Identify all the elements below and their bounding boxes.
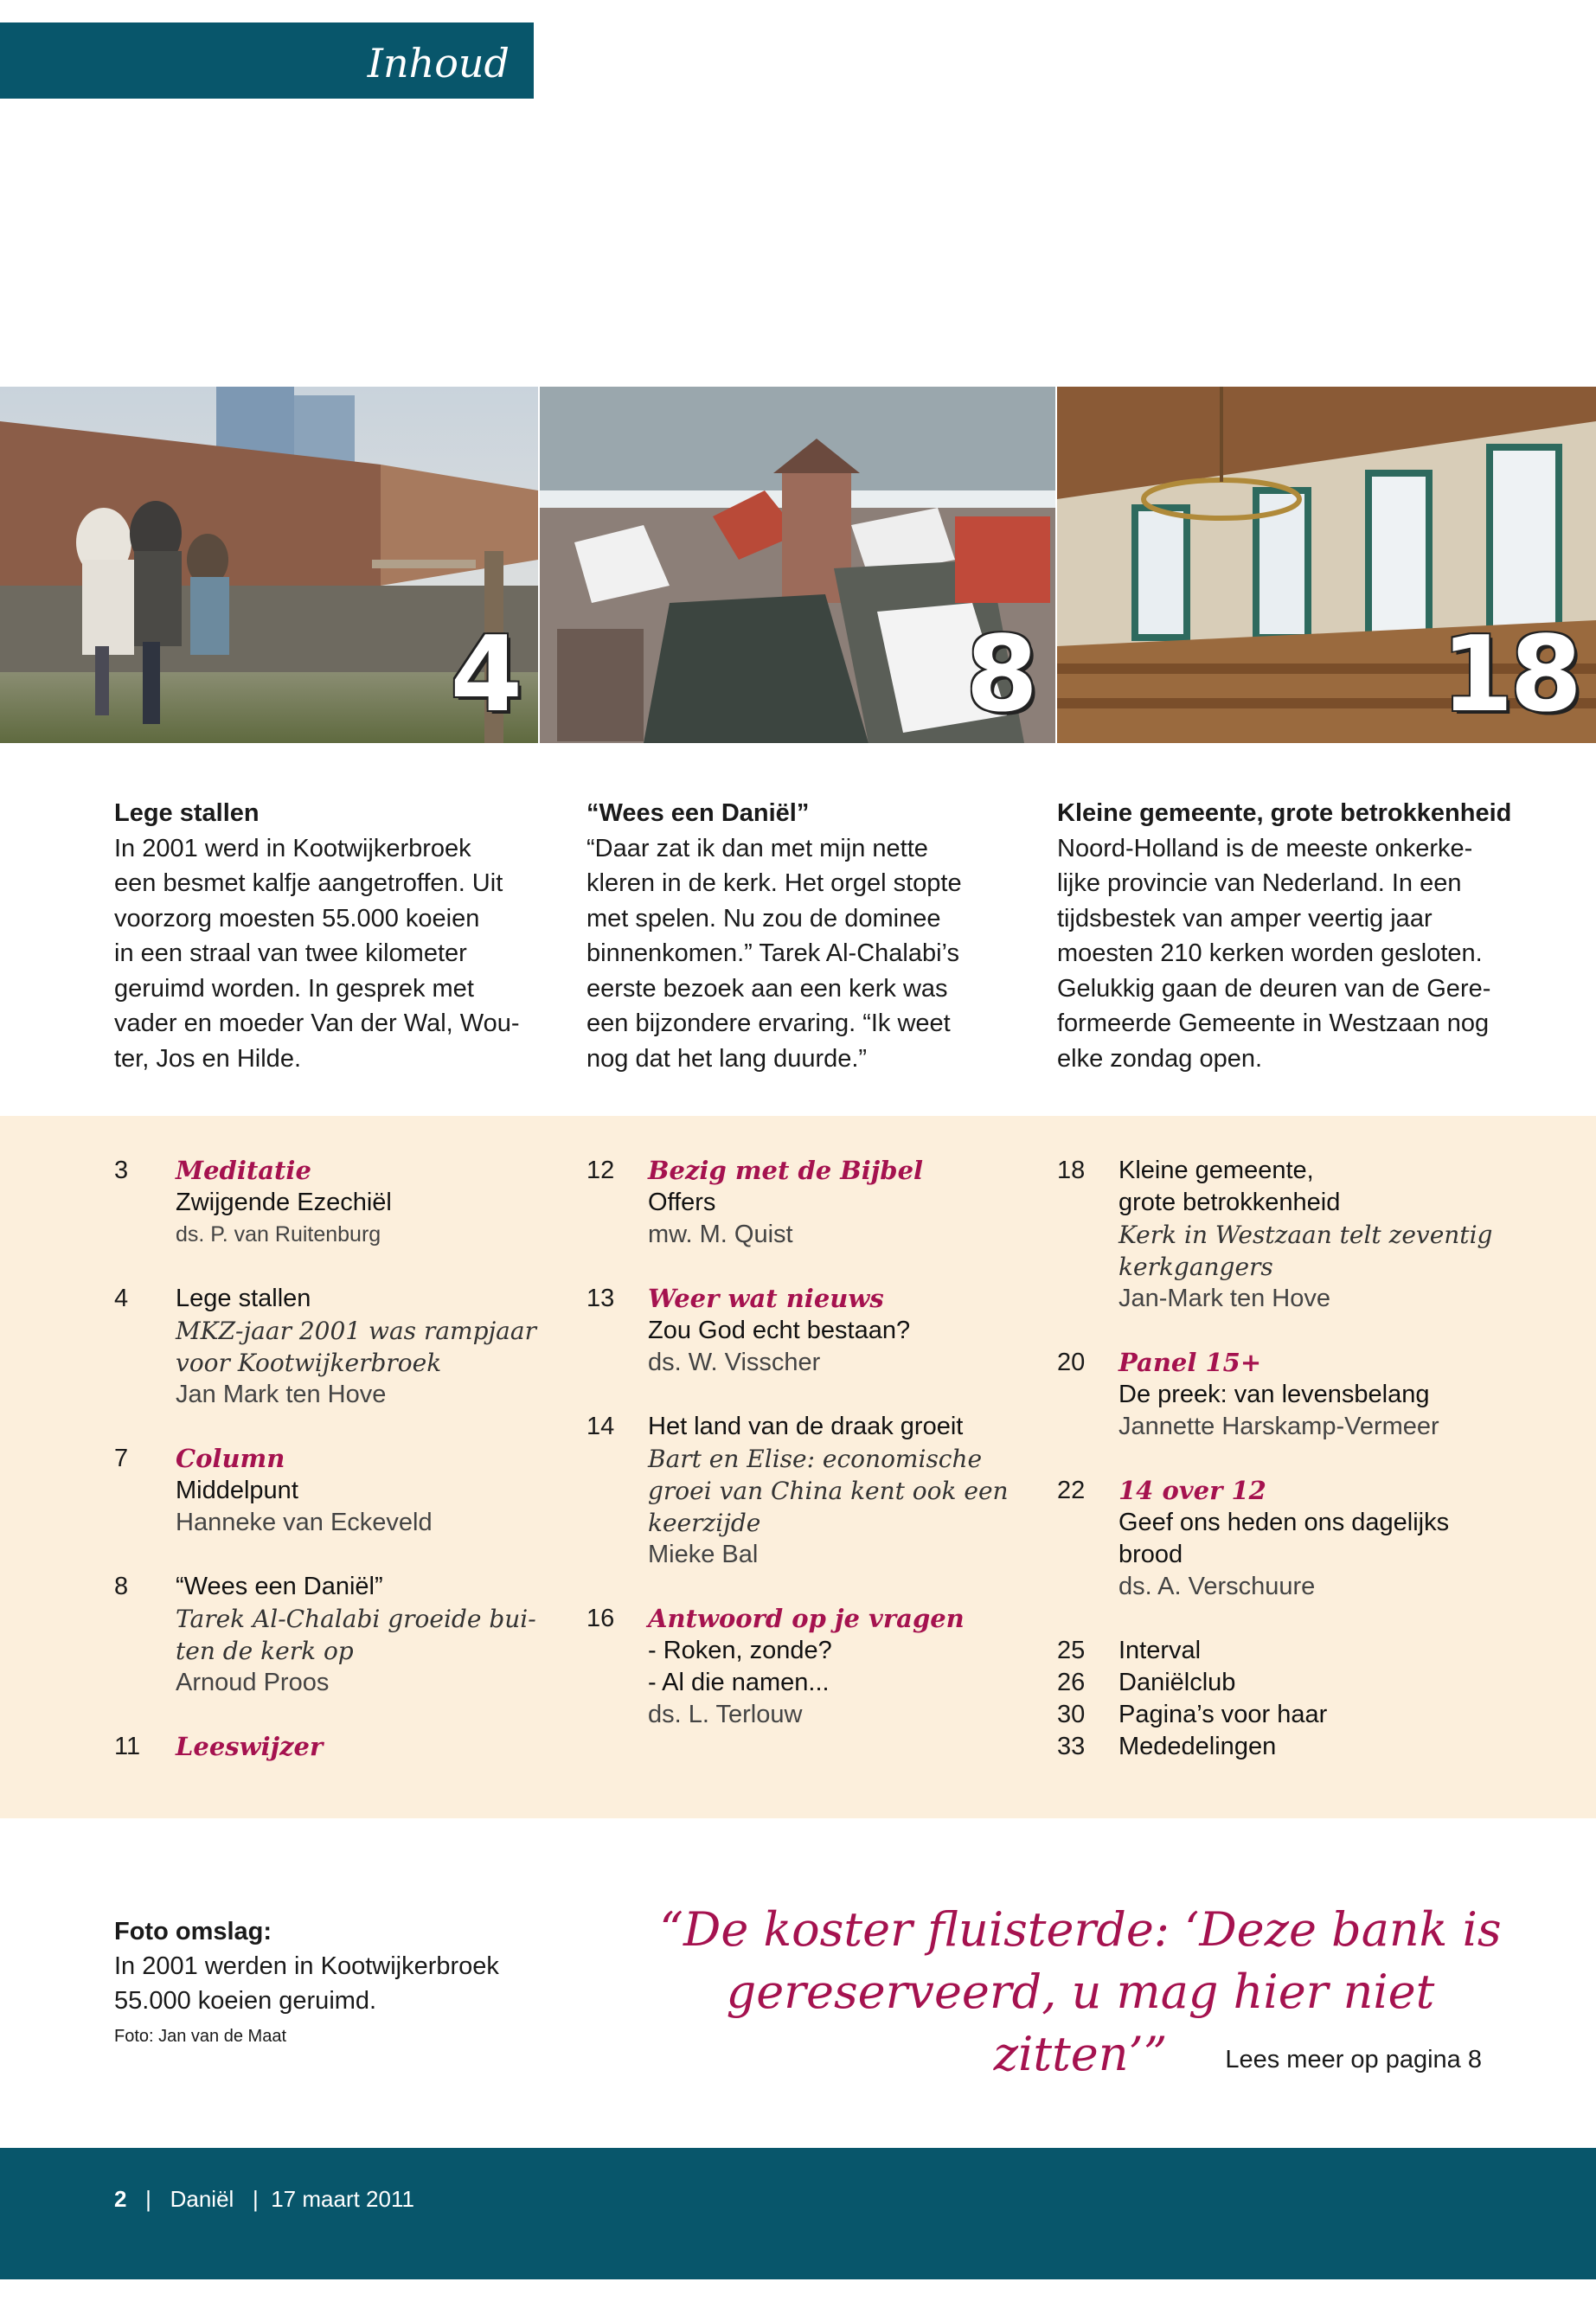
town-photo[interactable] xyxy=(540,387,1055,743)
toc-section: Weer wat nieuws xyxy=(648,1284,884,1313)
intro-line: binnenkomen.” Tarek Al-Chalabi’s xyxy=(586,939,959,967)
toc-column-2 xyxy=(586,1155,1036,1763)
intro-line: moesten 210 kerken worden gesloten. xyxy=(1057,939,1483,967)
toc-subtitle: keerzijde xyxy=(648,1509,761,1537)
toc-page-number: 22 xyxy=(1057,1477,1086,1504)
toc-author: Jannette Harskamp-Vermeer xyxy=(1118,1413,1439,1440)
toc-entry[interactable] xyxy=(1057,1731,1542,1763)
toc-page-number: 7 xyxy=(114,1445,129,1472)
intro-line: in een straal van twee kilometer xyxy=(114,939,467,967)
intro-line: kleren in de kerk. Het orgel stopte xyxy=(586,869,962,897)
cover-line: 55.000 koeien geruimd. xyxy=(114,1987,377,2015)
toc-entry[interactable] xyxy=(114,1731,564,1763)
toc-author: Jan-Mark ten Hove xyxy=(1118,1285,1330,1312)
toc-title: - Roken, zonde? xyxy=(648,1637,832,1664)
toc-entry[interactable] xyxy=(114,1155,564,1251)
toc-entry[interactable] xyxy=(1057,1667,1542,1699)
intro-heading: “Wees een Daniël” xyxy=(586,799,810,827)
toc-section: Antwoord op je vragen xyxy=(648,1604,965,1633)
toc-page-number: 26 xyxy=(1057,1669,1086,1696)
intro-line: ter, Jos en Hilde. xyxy=(114,1044,301,1073)
toc-title: Zwijgende Ezechiël xyxy=(176,1189,392,1216)
footer-separator: | xyxy=(132,2186,164,2212)
toc-entry[interactable] xyxy=(1057,1475,1542,1603)
intro-line: formeerde Gemeente in Westzaan nog xyxy=(1057,1009,1490,1037)
footer-magazine: Daniël xyxy=(170,2186,234,2212)
toc-entry[interactable] xyxy=(114,1283,564,1411)
toc-subtitle: Bart en Elise: economische xyxy=(648,1445,983,1473)
toc-subtitle: groei van China kent ook een xyxy=(648,1477,1009,1505)
page-number-4: 4 xyxy=(450,615,519,735)
toc-section: Panel 15+ xyxy=(1118,1348,1262,1377)
intro-line: Noord-Holland is de meeste onkerke- xyxy=(1057,834,1473,862)
toc-subtitle: Tarek Al-Chalabi groeide bui- xyxy=(176,1605,536,1633)
read-more-link[interactable]: Lees meer op pagina 8 xyxy=(1225,2046,1482,2073)
toc-section: 14 over 12 xyxy=(1118,1476,1266,1505)
toc-title: Daniëlclub xyxy=(1118,1669,1236,1696)
toc-title: “Wees een Daniël” xyxy=(176,1573,383,1600)
footer-date: 17 maart 2011 xyxy=(271,2186,414,2212)
photo-credit: Foto: Jan van de Maat xyxy=(114,2027,287,2046)
toc-subtitle: kerkgangers xyxy=(1118,1253,1273,1281)
toc-title: grote betrokkenheid xyxy=(1118,1189,1341,1216)
photo-strip xyxy=(0,387,1596,743)
toc-author: ds. W. Visscher xyxy=(648,1349,821,1376)
footer-page-number: 2 xyxy=(114,2186,127,2212)
toc-title: De preek: van levensbelang xyxy=(1118,1381,1430,1408)
toc-entry[interactable] xyxy=(586,1411,1036,1571)
intro-kleine-gemeente xyxy=(1057,796,1542,1076)
toc-title: Mededelingen xyxy=(1118,1733,1277,1760)
toc-page-number: 12 xyxy=(586,1157,615,1184)
toc-page-number: 13 xyxy=(586,1285,615,1312)
toc-page-number: 3 xyxy=(114,1157,129,1184)
toc-column-1 xyxy=(114,1155,564,1795)
farm-photo[interactable] xyxy=(0,387,538,743)
toc-author: mw. M. Quist xyxy=(648,1221,793,1248)
toc-subtitle: ten de kerk op xyxy=(176,1637,354,1665)
toc-section: Bezig met de Bijbel xyxy=(648,1156,924,1185)
intro-line: voorzorg moesten 55.000 koeien xyxy=(114,904,480,933)
toc-page-number: 33 xyxy=(1057,1733,1086,1760)
cover-caption xyxy=(114,1914,499,2049)
intro-line: een besmet kalfje aangetroffen. Uit xyxy=(114,869,503,897)
intro-line: een bijzondere ervaring. “Ik weet xyxy=(586,1009,951,1037)
cover-heading: Foto omslag: xyxy=(114,1918,272,1945)
intro-line: tijdsbestek van amper veertig jaar xyxy=(1057,904,1433,933)
page-number-18: 18 xyxy=(1441,615,1579,735)
toc-entry[interactable] xyxy=(586,1155,1036,1251)
toc-author: Mieke Bal xyxy=(648,1541,759,1568)
toc-entry[interactable] xyxy=(1057,1347,1542,1443)
toc-title: Middelpunt xyxy=(176,1477,298,1504)
toc-page-number: 4 xyxy=(114,1285,129,1312)
toc-page-number: 30 xyxy=(1057,1701,1086,1728)
toc-title: Lege stallen xyxy=(176,1285,311,1312)
toc-author: Jan Mark ten Hove xyxy=(176,1381,387,1408)
page-footer xyxy=(0,2148,1596,2279)
intro-heading: Kleine gemeente, grote betrokkenheid xyxy=(1057,799,1512,827)
intro-line: met spelen. Nu zou de dominee xyxy=(586,904,941,933)
intro-line: “Daar zat ik dan met mijn nette xyxy=(586,834,928,862)
toc-section: Leeswijzer xyxy=(176,1732,324,1761)
toc-title: brood xyxy=(1118,1541,1183,1568)
intro-heading: Lege stallen xyxy=(114,799,260,827)
quote-line: gereserveerd, u mag hier niet zitten’” xyxy=(726,1965,1435,2081)
toc-section: Column xyxy=(176,1444,285,1473)
intro-wees-een-daniel xyxy=(586,796,1019,1076)
toc-page-number: 16 xyxy=(586,1605,615,1632)
toc-entry[interactable] xyxy=(1057,1635,1542,1667)
toc-title: Kleine gemeente, xyxy=(1118,1157,1314,1184)
toc-title: Zou God echt bestaan? xyxy=(648,1317,911,1344)
toc-author: ds. P. van Ruitenburg xyxy=(176,1222,381,1247)
intro-line: Gelukkig gaan de deuren van de Gere- xyxy=(1057,974,1491,1003)
toc-author: ds. L. Terlouw xyxy=(648,1701,803,1728)
toc-page-number: 18 xyxy=(1057,1157,1086,1184)
toc-entry[interactable] xyxy=(586,1283,1036,1379)
toc-entry[interactable] xyxy=(1057,1155,1542,1315)
page-number-8: 8 xyxy=(965,615,1035,735)
toc-page-number: 11 xyxy=(114,1733,141,1760)
toc-entry[interactable] xyxy=(586,1603,1036,1731)
intro-line: eerste bezoek aan een kerk was xyxy=(586,974,948,1003)
section-title: Inhoud xyxy=(367,40,510,87)
toc-subtitle: voor Kootwijkerbroek xyxy=(176,1349,442,1377)
footer-text xyxy=(114,2186,414,2213)
toc-page-number: 20 xyxy=(1057,1349,1086,1376)
toc-entry[interactable] xyxy=(114,1443,564,1539)
section-header xyxy=(0,22,534,99)
toc-entry[interactable] xyxy=(114,1571,564,1699)
cover-line: In 2001 werden in Kootwijkerbroek xyxy=(114,1952,499,1980)
intro-line: In 2001 werd in Kootwijkerbroek xyxy=(114,834,471,862)
toc-author: Hanneke van Eckeveld xyxy=(176,1509,433,1536)
church-interior-photo[interactable] xyxy=(1057,387,1596,743)
intro-lege-stallen xyxy=(114,796,547,1076)
toc-page-number: 8 xyxy=(114,1573,129,1600)
intro-line: nog dat het lang duurde.” xyxy=(586,1044,868,1073)
toc-title: Het land van de draak groeit xyxy=(648,1413,964,1440)
toc-title: - Al die namen... xyxy=(648,1669,830,1696)
toc-page-number: 25 xyxy=(1057,1637,1086,1664)
toc-title: Pagina’s voor haar xyxy=(1118,1701,1328,1728)
intro-line: lijke provincie van Nederland. In een xyxy=(1057,869,1462,897)
intro-line: elke zondag open. xyxy=(1057,1044,1263,1073)
toc-subtitle: Kerk in Westzaan telt zeventig xyxy=(1118,1221,1493,1249)
intro-line: geruimd worden. In gesprek met xyxy=(114,974,474,1003)
toc-page-number: 14 xyxy=(586,1413,615,1440)
toc-title: Interval xyxy=(1118,1637,1202,1664)
toc-title: Geef ons heden ons dagelijks xyxy=(1118,1509,1450,1536)
intro-line: vader en moeder Van der Wal, Wou- xyxy=(114,1009,520,1037)
toc-section: Meditatie xyxy=(176,1156,311,1185)
toc-title: Offers xyxy=(648,1189,716,1216)
toc-column-3 xyxy=(1057,1155,1542,1763)
toc-short-list xyxy=(1057,1635,1542,1763)
toc-subtitle: MKZ-jaar 2001 was rampjaar xyxy=(176,1317,536,1345)
toc-entry[interactable] xyxy=(1057,1699,1542,1731)
quote-line: “De koster fluisterde: ‘Deze bank is xyxy=(659,1902,1502,1957)
toc-author: ds. A. Verschuure xyxy=(1118,1573,1316,1600)
footer-separator: | xyxy=(240,2186,265,2212)
toc-author: Arnoud Proos xyxy=(176,1669,330,1696)
